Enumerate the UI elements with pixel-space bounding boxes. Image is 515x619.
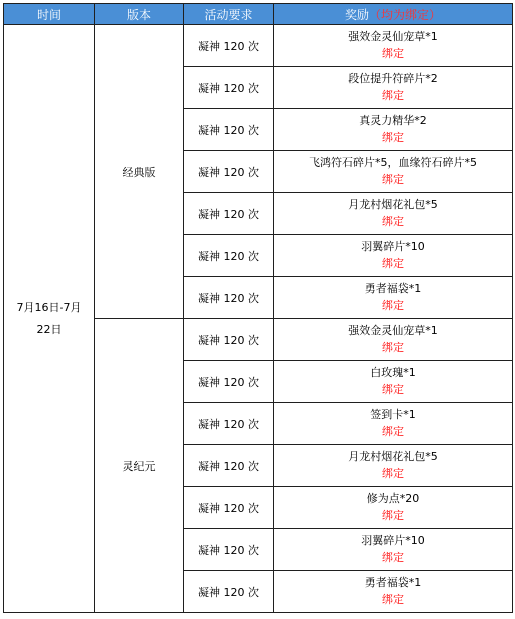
bind-label: 绑定 [382, 425, 404, 438]
reward-cell [274, 67, 513, 109]
reward-cell [274, 193, 513, 235]
reward-item: 白玫瑰*1 [370, 366, 416, 379]
requirement-cell: 凝神 120 次 [184, 109, 274, 151]
requirement-cell: 凝神 120 次 [184, 277, 274, 319]
reward-cell [274, 151, 513, 193]
time-range-line2: 22日 [36, 322, 62, 336]
requirement-cell: 凝神 120 次 [184, 487, 274, 529]
header-reward-note: （均为绑定） [369, 7, 442, 22]
reward-cell [274, 403, 513, 445]
bind-label: 绑定 [382, 131, 404, 144]
requirement-cell: 凝神 120 次 [184, 361, 274, 403]
reward-cell [274, 487, 513, 529]
reward-item: 签到卡*1 [370, 408, 416, 421]
table-header-row [4, 4, 513, 25]
reward-cell [274, 361, 513, 403]
reward-cell [274, 319, 513, 361]
reward-item: 修为点*20 [366, 492, 420, 505]
header-reward [274, 4, 513, 25]
reward-cell [274, 571, 513, 613]
version-cell: 灵纪元 [95, 319, 184, 613]
version-cell: 经典版 [95, 25, 184, 319]
requirement-cell: 凝神 120 次 [184, 571, 274, 613]
reward-item: 真灵力精华*2 [359, 114, 427, 127]
requirement-cell: 凝神 120 次 [184, 67, 274, 109]
header-time: 时间 [4, 4, 95, 25]
requirement-cell: 凝神 120 次 [184, 151, 274, 193]
reward-item: 强效金灵仙宠草*1 [348, 324, 438, 337]
reward-item: 飞鸿符石碎片*5，血缘符石碎片*5 [309, 156, 477, 169]
requirement-cell: 凝神 120 次 [184, 193, 274, 235]
time-cell [4, 25, 95, 613]
reward-cell [274, 235, 513, 277]
bind-label: 绑定 [382, 593, 404, 606]
requirement-cell: 凝神 120 次 [184, 235, 274, 277]
rewards-table [3, 3, 513, 613]
bind-label: 绑定 [382, 467, 404, 480]
reward-item: 羽翼碎片*10 [361, 240, 425, 253]
requirement-cell: 凝神 120 次 [184, 529, 274, 571]
reward-cell [274, 109, 513, 151]
reward-cell [274, 25, 513, 67]
bind-label: 绑定 [382, 173, 404, 186]
requirement-cell: 凝神 120 次 [184, 403, 274, 445]
requirement-cell: 凝神 120 次 [184, 445, 274, 487]
table-row [4, 25, 513, 67]
bind-label: 绑定 [382, 383, 404, 396]
table-body [4, 25, 513, 613]
bind-label: 绑定 [382, 299, 404, 312]
time-range-line1: 7月16日-7月 [16, 300, 82, 314]
reward-item: 勇者福袋*1 [364, 576, 422, 589]
reward-cell [274, 277, 513, 319]
requirement-cell: 凝神 120 次 [184, 319, 274, 361]
reward-cell [274, 529, 513, 571]
header-version: 版本 [95, 4, 184, 25]
bind-label: 绑定 [382, 509, 404, 522]
reward-item: 月龙村烟花礼包*5 [348, 198, 438, 211]
reward-item: 段位提升符碎片*2 [348, 72, 438, 85]
reward-cell [274, 445, 513, 487]
bind-label: 绑定 [382, 341, 404, 354]
reward-item: 勇者福袋*1 [364, 282, 422, 295]
reward-item: 羽翼碎片*10 [361, 534, 425, 547]
bind-label: 绑定 [382, 551, 404, 564]
bind-label: 绑定 [382, 215, 404, 228]
bind-label: 绑定 [382, 47, 404, 60]
header-reward-label: 奖励 [344, 7, 369, 22]
reward-item: 月龙村烟花礼包*5 [348, 450, 438, 463]
reward-item: 强效金灵仙宠草*1 [348, 30, 438, 43]
requirement-cell: 凝神 120 次 [184, 25, 274, 67]
header-requirement: 活动要求 [184, 4, 274, 25]
bind-label: 绑定 [382, 89, 404, 102]
bind-label: 绑定 [382, 257, 404, 270]
